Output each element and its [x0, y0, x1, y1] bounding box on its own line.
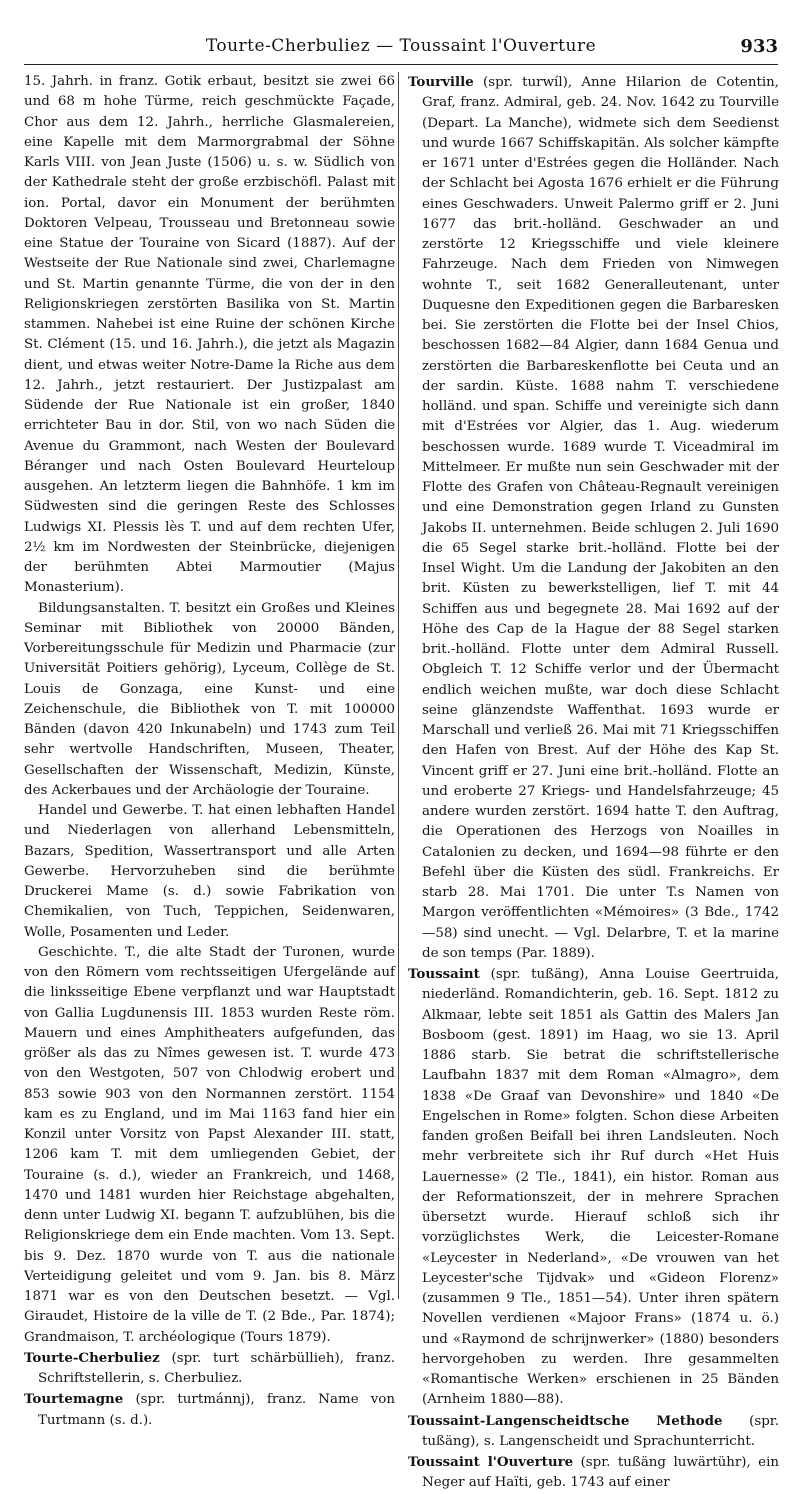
- section-geschichte: Geschichte. T., die alte Stadt der Turonen, wurde von den Römern vom rechtsseitigen Ufergelände auf die linksseitige Ebene verpflanzt und war Hauptstadt von Gallia Lugdunensis III. 1853 wurden Reste röm. Mauern und eines Amphitheaters aufgefunden, das größer als das zu Nîmes gewesen ist. T. wurde 473 von den Westgoten, 507 von Chlodwig erobert und 853 sowie 903 von den Normannen zerstört. 1154 kam es zu England, und im Mai 1163 fand hier ein Konzil unter Vorsitz von Papst Alexander III. statt, 1206 kam T. mit dem umliegenden Gebiet, der Touraine (s. d.), wieder an Frankreich, und 1468, 1470 und 1481 wurden hier Reichstage abgehalten, denn unter Ludwig XI. begann T. aufzublühen, bis die Religionskriege dem ein Ende machten. Vom 13. Sept. bis 9. Dez. 1870 wurde von T. aus die nationale Verteidigung geleitet und vom 9. Jan. bis 8. März 1871 war es von den Deutschen besetzt. — Vgl. Giraudet, Histoire de la ville de T. (2 Bde., Par. 1874); Grandmaison, T. archéologique (Tours 1879).: [24, 944, 395, 1345]
- headword: Tourville: [408, 74, 474, 90]
- entry-tourtemagne: [24, 1389, 395, 1431]
- entry-toussaint-langenscheidt: [408, 1411, 779, 1453]
- left-column: [24, 72, 395, 1428]
- entry-text: (spr. turwíl), Anne Hilarion de Cotentin, Graf, franz. Admiral, geb. 24. Nov. 1642 zu Tourville (Depart. La Manche), widmete sich dem Seedienst und wurde 1667 Schiffskapitän. Als solcher kämpfte er 1671 unter d'Estrées gegen die Holländer. Nach der Schlacht bei Agosta 1676 erhielt er die Führung eines Geschwaders. Unweit Palermo griff er 2. Juni 1677 das brit.-holländ. Geschwader an und zerstörte 12 Kriegsschiffe und viele kleinere Fahrzeuge. Nach dem Frieden von Nimwegen wohnte T., seit 1682 Generalleutenant, unter Duquesne den Expeditionen gegen die Barbaresken bei. Sie zerstörten die Flotte bei der Insel Chios, beschossen 1682—84 Algier, dann 1684 Genua und zerstörten die Barbareskenflotte bei Ceuta und an der sardin. Küste. 1688 nahm T. verschiedene holländ. und span. Schiffe und vereinigte sich dann mit d'Estrées vor Algier, das 1. Aug. wiederum beschossen wurde. 1689 wurde T. Viceadmiral im Mittelmeer. Er mußte nun sein Geschwader mit der Flotte des Grafen von Château-Regnault vereinigen und eine Demonstration gegen Irland zu Gunsten Jakobs II. unternehmen. Beide schlugen 2. Juli 1690 die 65 Segel starke brit.-holländ. Flotte bei der Insel Wight. Um die Landung der Jakobiten an den brit. Küsten zu bewerkstelligen, lief T. mit 44 Schiffen aus und begegnete 28. Mai 1692 auf der Höhe des Cap de la Hague der 88 Segel starken brit.-holländ. Flotte unter dem Admiral Russell. Obgleich T. 12 Schiffe verlor und der Übermacht endlich weichen mußte, war doch diese Schlacht seine glänzendste Waffenthat. 1693 wurde er Marschall und verließ 26. Mai mit 71 Kriegsschiffen den Hafen von Brest. Auf der Höhe des Kap St. Vincent griff er 27. Juni eine brit.-holländ. Flotte an und eroberte 27 Kriegs- und Handelsfahrzeuge; 45 andere wurden zerstört. 1694 hatte T. den Auftrag, die Operationen des Herzogs von Noailles in Catalonien zu decken, und 1694—98 führte er den Befehl über die Küsten des südl. Frankreichs. Er starb 28. Mai 1701. Die unter T.s Namen von Margon veröffentlichten «Mémoires» (3 Bde., 1742—58) sind unecht. — Vgl. Delarbre, T. et la marine de son temps (Par. 1889).: [422, 75, 779, 961]
- headword: Toussaint: [408, 966, 480, 982]
- entry-text: (spr. turtmánnj), franz. Name von Turtmann (s. d.).: [38, 1392, 395, 1428]
- headword: Toussaint-Langenscheidtsche Methode: [408, 1412, 723, 1429]
- running-title: Tourte-Cherbuliez — Toussaint l'Ouverture: [205, 36, 597, 56]
- page-number: 933: [740, 36, 778, 57]
- entry-tourville: [408, 72, 779, 964]
- entry-tours-continuation: 15. Jahrh. in franz. Gotik erbaut, besitzt sie zwei 66 und 68 m hohe Türme, reich geschmückte Façade, Chor aus dem 12. Jahrh., herrliche Glasmalereien, eine Kapelle mit dem Marmorgrabmal der Söhne Karls VIII. von Jean Juste (1506) u. s. w. Südlich von der Kathedrale steht der große erzbischöfl. Palast mit ion. Portal, davor ein Monument der berühmten Doktoren Velpeau, Trousseau und Bretonneau sowie eine Statue der Touraine von Sicard (1887). Auf der Westseite der Rue Nationale sind zwei, Charlemagne und St. Martin genannte Türme, die von der in den Religionskriegen zerstörten Basilika von St. Martin stammen. Nahebei ist eine Ruine der schönen Kirche St. Clément (15. und 16. Jahrh.), die jetzt als Magazin dient, und etwas weiter Notre-Dame la Riche aus dem 12. Jahrh., jetzt restauriert. Der Justizpalast am Südende der Rue Nationale ist ein großer, 1840 errichteter Bau in dor. Stil, von wo nach Süden die Avenue du Grammont, nach Westen der Boulevard Béranger und nach Osten Boulevard Heurteloup ausgehen. An letzterm liegen die Bahnhöfe. 1 km im Südwesten sind die geringen Reste des Schlosses Ludwigs XI. Plessis lès T. und auf dem rechten Ufer, 2½ km im Nordwesten der Steinbrücke, diejenigen der berühmten Abtei Marmoutier (Majus Monasterium).: [24, 74, 395, 596]
- entry-text: (spr. tußäng), s. Langenscheidt und Sprachunterricht.: [422, 1413, 779, 1449]
- section-bildungsanstalten: Bildungsanstalten. T. besitzt ein Großes und Kleines Seminar mit Bibliothek von 20000 Bänden, Vorbereitungsschule für Medizin und Pharmacie (zur Universität Poitiers gehörig), Lyceum, Collège de St. Louis de Gonzaga, eine Kunst- und eine Zeichenschule, die Bibliothek von T. mit 100000 Bänden (davon 420 Inkunabeln) und 1743 zum Teil sehr wertvolle Handschriften, Museen, Theater, Gesellschaften der Wissenschaft, Medizin, Künste, des Ackerbaues und der Archäologie der Touraine.: [24, 600, 395, 798]
- entry-text: (spr. turt schärbüllieh), franz. Schriftstellerin, s. Cherbuliez.: [38, 1350, 395, 1386]
- running-header: [24, 36, 778, 65]
- entry-toussaint-louverture: [408, 1452, 779, 1494]
- entry-text: (spr. tußäng luwärtühr), ein Neger auf Haïti, geb. 1743 auf einer: [422, 1455, 779, 1491]
- entry-tourte-cherbuliez: [24, 1348, 395, 1390]
- entry-text: (spr. tußäng), Anna Louise Geertruida, niederländ. Romandichterin, geb. 16. Sept. 1812 zu Alkmaar, lebte seit 1851 als Gattin des Malers Jan Bosboom (gest. 1891) im Haag, wo sie 13. April 1886 starb. Sie betrat die schriftstellerische Laufbahn 1837 mit dem Roman «Almagro», dem 1838 «De Graaf van Devonshire» und 1840 «De Engelschen in Rome» folgten. Schon diese Arbeiten fanden großen Beifall bei ihren Landsleuten. Noch mehr verbreitete sich ihr Ruf durch «Het Huis Lauernesse» (2 Tle., 1841), ein histor. Roman aus der Reformationszeit, der in mehrere Sprachen übersetzt wurde. Hierauf schloß sich ihr vorzüglichstes Werk, die Leicester-Romane «Leycester in Nederland», «De vrouwen van het Leycester'sche Tijdvak» und «Gideon Florenz» (zusammen 9 Tle., 1851—54). Unter ihren spätern Novellen verdienen «Majoor Frans» (1874 u. ö.) und «Raymond de schrijnwerker» (1880) besonders hervorgehoben zu werden. Ihre gesammelten «Romantische Werken» erschienen in 25 Bänden (Arnheim 1880—88).: [422, 967, 779, 1408]
- entry-toussaint: [408, 964, 779, 1411]
- headword: Tourte-Cherbuliez: [24, 1349, 160, 1366]
- headword: Tourtemagne: [24, 1391, 124, 1408]
- section-handel-und-gewerbe: Handel und Gewerbe. T. hat einen lebhaften Handel und Niederlagen von allerhand Lebensmitteln, Bazars, Spedition, Wassertransport und alle Arten Gewerbe. Hervorzuheben sind die berühmte Druckerei Mame (s. d.) sowie Fabrikation von Chemikalien, von Tuch, Teppichen, Seidenwaren, Wolle, Posamenten und Leder.: [24, 803, 395, 940]
- right-column: [408, 72, 779, 1491]
- column-divider: [398, 72, 399, 1299]
- headword: Toussaint l'Ouverture: [408, 1454, 574, 1470]
